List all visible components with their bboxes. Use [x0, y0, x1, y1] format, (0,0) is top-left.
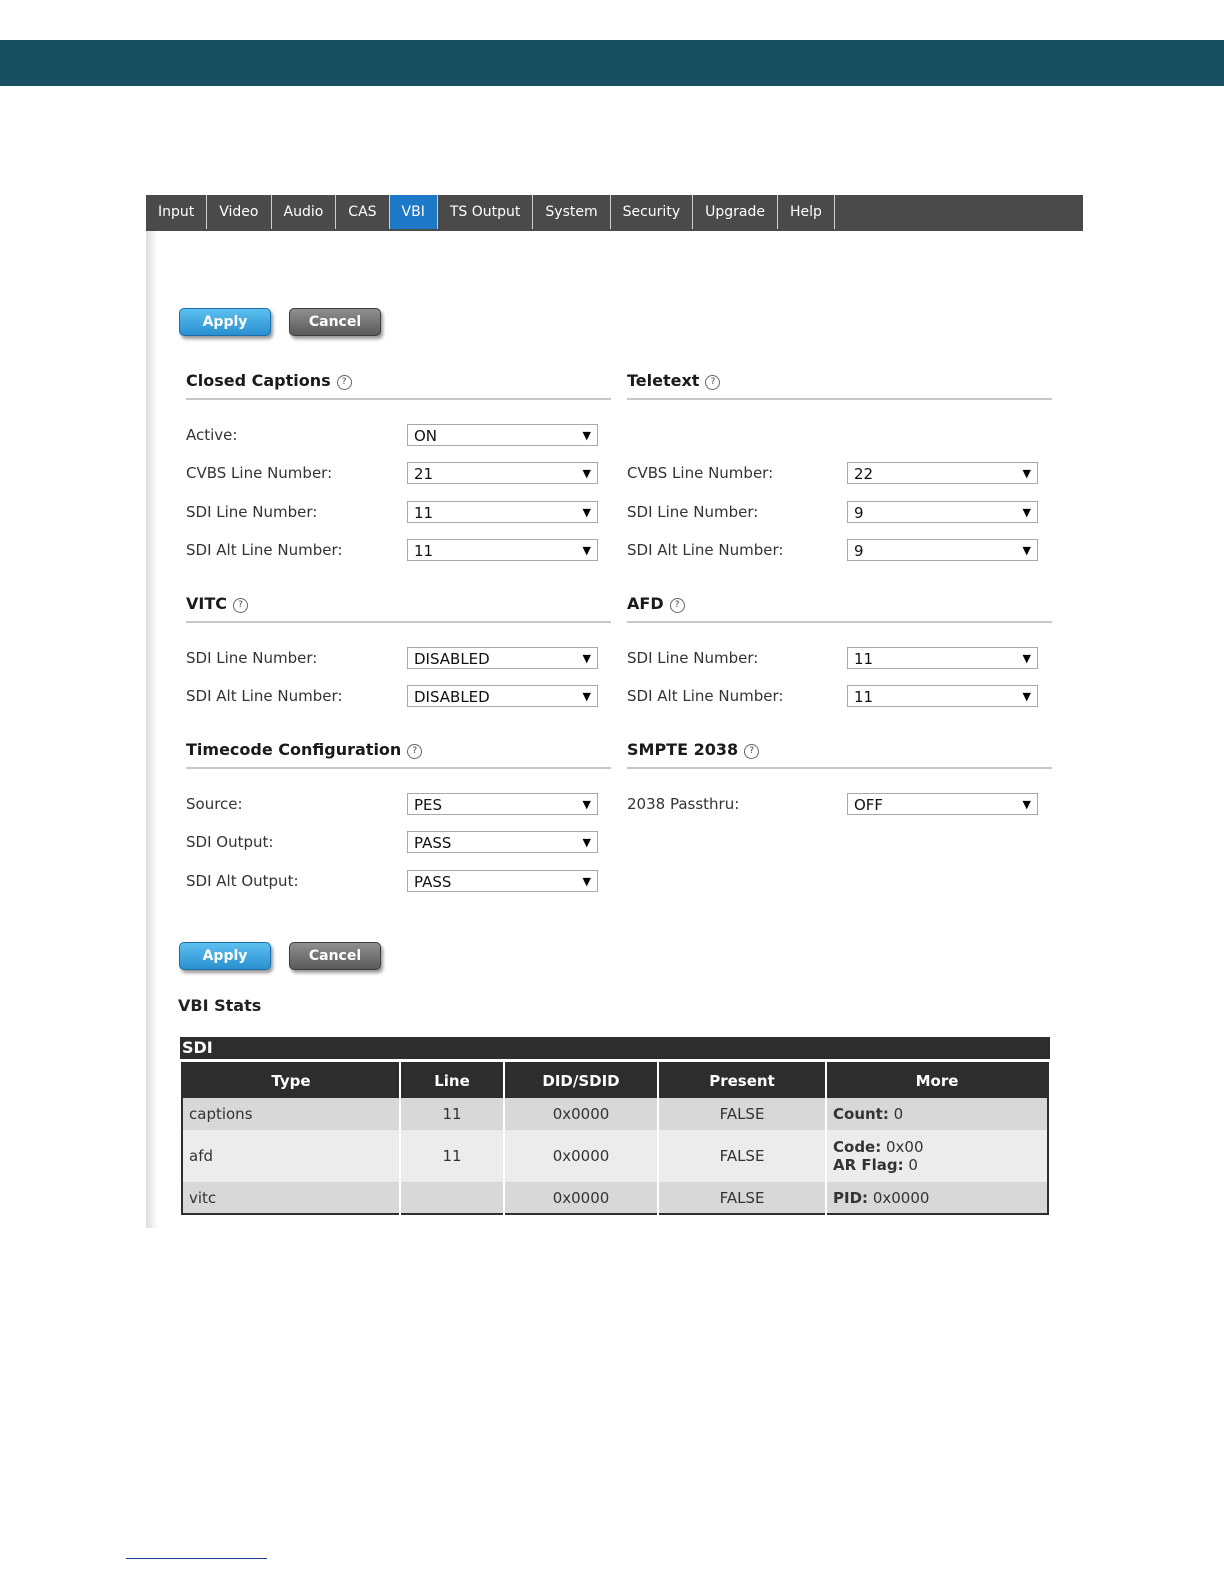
- help-icon[interactable]: ?: [744, 744, 759, 759]
- afd-sdi-line-select[interactable]: 11 ▼: [847, 647, 1038, 669]
- vitc-sdi-line-label: SDI Line Number:: [186, 649, 318, 667]
- closed-captions-title: Closed Captions ?: [186, 370, 352, 392]
- divider: [627, 398, 1052, 400]
- apply-button-top[interactable]: Apply: [179, 308, 271, 336]
- table-row: [182, 1182, 1048, 1214]
- vitc-title: VITC ?: [186, 593, 248, 615]
- tab-help[interactable]: Help: [778, 195, 835, 229]
- cc-active-label: Active:: [186, 426, 238, 444]
- tab-vbi[interactable]: VBI: [390, 195, 438, 229]
- main-nav: [146, 195, 1083, 233]
- cell-type: vitc: [182, 1182, 400, 1214]
- tt-sdi-alt-line-label: SDI Alt Line Number:: [627, 541, 784, 559]
- tc-sdi-alt-output-select[interactable]: PASS ▼: [407, 870, 598, 892]
- divider: [627, 767, 1052, 769]
- cc-sdi-line-select[interactable]: 11 ▼: [407, 501, 598, 523]
- cell-present: FALSE: [658, 1130, 826, 1182]
- divider: [186, 621, 611, 623]
- tab-cas[interactable]: CAS: [336, 195, 389, 229]
- teletext-title: Teletext ?: [627, 370, 720, 392]
- chevron-down-icon: ▼: [1022, 690, 1031, 703]
- tab-upgrade[interactable]: Upgrade: [693, 195, 778, 229]
- smpte-passthru-select[interactable]: OFF ▼: [847, 793, 1038, 815]
- chevron-down-icon: ▼: [582, 506, 591, 519]
- cell-more: Code: 0x00 AR Flag: 0: [826, 1130, 1048, 1182]
- cell-present: FALSE: [658, 1182, 826, 1214]
- table-row: [182, 1130, 1048, 1182]
- chevron-down-icon: ▼: [582, 467, 591, 480]
- smpte-title: SMPTE 2038 ?: [627, 739, 759, 761]
- apply-button-bottom[interactable]: Apply: [179, 942, 271, 970]
- divider: [627, 621, 1052, 623]
- cell-line: 11: [400, 1098, 504, 1130]
- chevron-down-icon: ▼: [582, 836, 591, 849]
- tab-security[interactable]: Security: [611, 195, 694, 229]
- footer-divider: [126, 1558, 267, 1559]
- column-header: More: [826, 1063, 1048, 1098]
- column-header: Line: [400, 1063, 504, 1098]
- tt-sdi-line-label: SDI Line Number:: [627, 503, 759, 521]
- cell-type: captions: [182, 1098, 400, 1130]
- cell-type: afd: [182, 1130, 400, 1182]
- chevron-down-icon: ▼: [582, 690, 591, 703]
- tt-sdi-line-select[interactable]: 9 ▼: [847, 501, 1038, 523]
- vitc-sdi-alt-line-label: SDI Alt Line Number:: [186, 687, 343, 705]
- cancel-button-top[interactable]: Cancel: [289, 308, 381, 336]
- cell-more: PID: 0x0000: [826, 1182, 1048, 1214]
- help-icon[interactable]: ?: [705, 375, 720, 390]
- tab-ts-output[interactable]: TS Output: [438, 195, 534, 229]
- cell-present: FALSE: [658, 1098, 826, 1130]
- chevron-down-icon: ▼: [582, 652, 591, 665]
- chevron-down-icon: ▼: [582, 798, 591, 811]
- tab-system[interactable]: System: [533, 195, 610, 229]
- column-header: DID/SDID: [504, 1063, 658, 1098]
- chevron-down-icon: ▼: [582, 875, 591, 888]
- afd-title: AFD ?: [627, 593, 685, 615]
- vbi-stats-title: VBI Stats: [178, 996, 262, 1015]
- tab-video[interactable]: Video: [207, 195, 271, 229]
- cancel-button-bottom[interactable]: Cancel: [289, 942, 381, 970]
- chevron-down-icon: ▼: [1022, 506, 1031, 519]
- timecode-title: Timecode Configuration ?: [186, 739, 422, 761]
- chevron-down-icon: ▼: [582, 544, 591, 557]
- cell-did: 0x0000: [504, 1182, 658, 1214]
- help-icon[interactable]: ?: [670, 598, 685, 613]
- vitc-sdi-line-select[interactable]: DISABLED ▼: [407, 647, 598, 669]
- chevron-down-icon: ▼: [1022, 544, 1031, 557]
- divider: [186, 767, 611, 769]
- cell-did: 0x0000: [504, 1130, 658, 1182]
- tc-source-label: Source:: [186, 795, 243, 813]
- vbi-settings-panel: [146, 231, 1083, 1228]
- afd-sdi-alt-line-label: SDI Alt Line Number:: [627, 687, 784, 705]
- top-banner: [0, 40, 1224, 86]
- cc-sdi-alt-line-select[interactable]: 11 ▼: [407, 539, 598, 561]
- cell-line: [400, 1182, 504, 1214]
- tc-source-select[interactable]: PES ▼: [407, 793, 598, 815]
- column-header: Present: [658, 1063, 826, 1098]
- tab-audio[interactable]: Audio: [272, 195, 337, 229]
- help-icon[interactable]: ?: [337, 375, 352, 390]
- chevron-down-icon: ▼: [1022, 652, 1031, 665]
- tc-sdi-output-select[interactable]: PASS ▼: [407, 831, 598, 853]
- sdi-group-header: SDI: [180, 1037, 1050, 1059]
- cc-sdi-alt-line-label: SDI Alt Line Number:: [186, 541, 343, 559]
- tt-cvbs-line-select[interactable]: 22 ▼: [847, 462, 1038, 484]
- help-icon[interactable]: ?: [407, 744, 422, 759]
- tt-sdi-alt-line-select[interactable]: 9 ▼: [847, 539, 1038, 561]
- tt-cvbs-line-label: CVBS Line Number:: [627, 464, 774, 482]
- tc-sdi-output-label: SDI Output:: [186, 833, 274, 851]
- vitc-sdi-alt-line-select[interactable]: DISABLED ▼: [407, 685, 598, 707]
- cell-more: Count: 0: [826, 1098, 1048, 1130]
- afd-sdi-alt-line-select[interactable]: 11 ▼: [847, 685, 1038, 707]
- cc-cvbs-line-select[interactable]: 21 ▼: [407, 462, 598, 484]
- cc-sdi-line-label: SDI Line Number:: [186, 503, 318, 521]
- chevron-down-icon: ▼: [582, 429, 591, 442]
- smpte-passthru-label: 2038 Passthru:: [627, 795, 740, 813]
- vbi-stats-table: [181, 1062, 1049, 1215]
- table-row: [182, 1098, 1048, 1130]
- tab-input[interactable]: Input: [146, 195, 207, 229]
- afd-sdi-line-label: SDI Line Number:: [627, 649, 759, 667]
- divider: [186, 398, 611, 400]
- cell-line: 11: [400, 1130, 504, 1182]
- column-header: Type: [182, 1063, 400, 1098]
- tc-sdi-alt-output-label: SDI Alt Output:: [186, 872, 299, 890]
- cc-cvbs-line-label: CVBS Line Number:: [186, 464, 333, 482]
- cell-did: 0x0000: [504, 1098, 658, 1130]
- chevron-down-icon: ▼: [1022, 467, 1031, 480]
- help-icon[interactable]: ?: [233, 598, 248, 613]
- chevron-down-icon: ▼: [1022, 798, 1031, 811]
- cc-active-select[interactable]: ON ▼: [407, 424, 598, 446]
